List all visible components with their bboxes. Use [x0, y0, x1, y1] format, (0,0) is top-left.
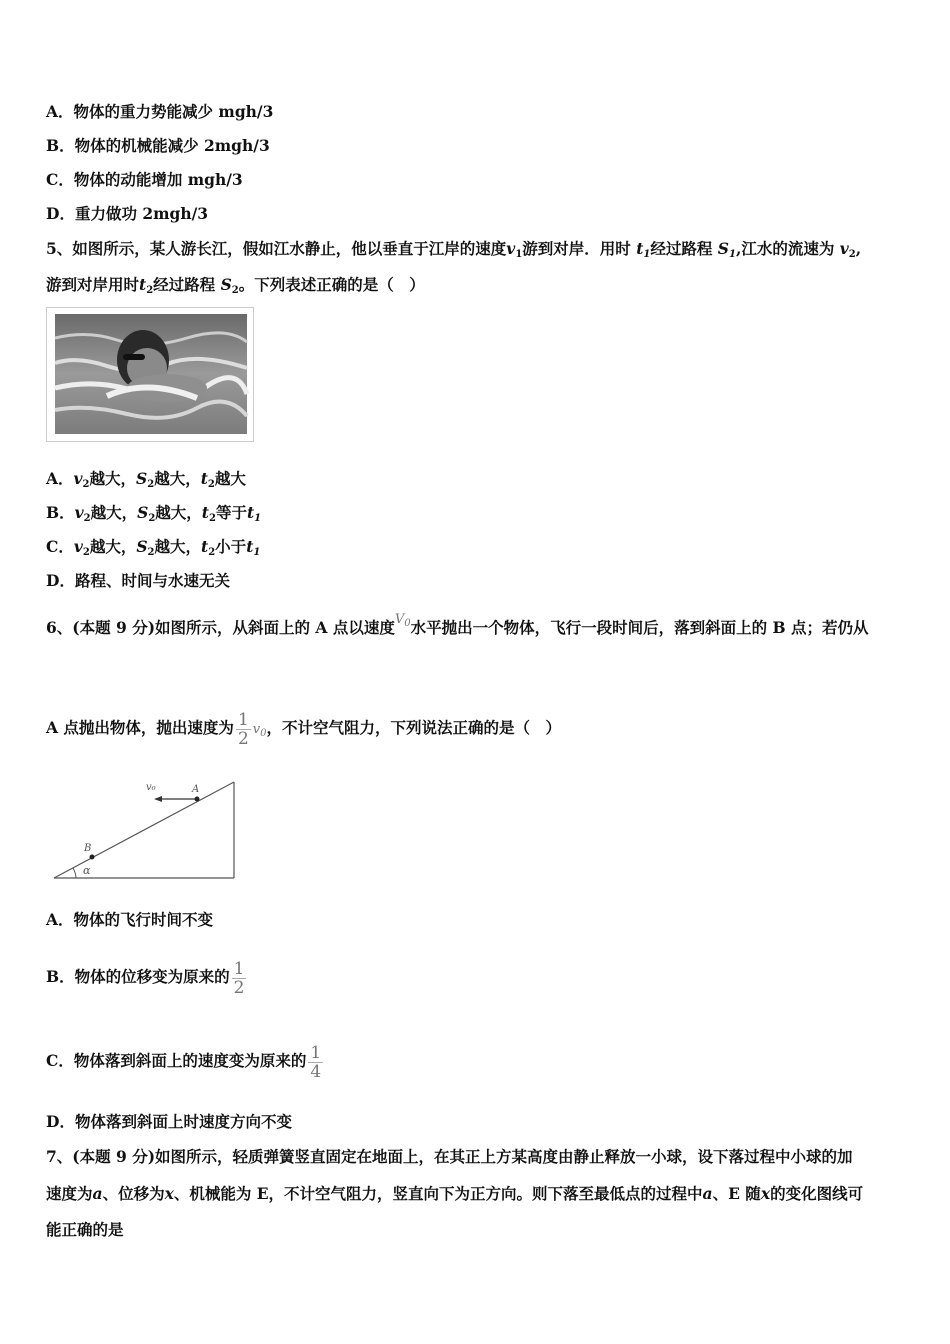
q6-stem-line1: 6、(本题 9 分)如图所示，从斜面上的 A 点以速度$^{V_0}$水平抛出一个物体，飞行一段时间后，落到斜面上的 B 点；若仍从 [46, 612, 869, 637]
q7-stem-line2: 速度为a、位移为x、机械能为 E，不计空气阻力，竖直向下为正方向。则下落至最低点的过程中a、E 随x的变化图线可 [46, 1184, 864, 1203]
q5-option-a: A．$v_2$越大，$S_2$越大，$t_2$越大 [46, 469, 246, 490]
q5-option-d: D．路程、时间与水速无关 [46, 571, 230, 590]
q5-stem-line2: 游到对岸用时$t_2$经过路程 $S_2$。下列表述正确的是（ ） [46, 275, 425, 296]
q5-stem-line1: 5、如图所示，某人游长江，假如江水静止，他以垂直于江岸的速度$v_1$游到对岸．用时 $t_1$经过路程 $S_1$,江水的流速为 $v_2$, [46, 239, 862, 260]
v0-symbol: V0 [394, 612, 411, 629]
q7-stem-line3: 能正确的是 [46, 1220, 124, 1239]
q5-option-c: C．$v_2$越大，$S_2$越大，$t_2$小于$t_1$ [46, 537, 261, 558]
swimmer-photo [46, 307, 254, 442]
q5-option-b: B．$v_2$越大，$S_2$越大，$t_2$等于$t_1$ [46, 503, 262, 524]
q4-option-c: C．物体的动能增加 mgh/3 [46, 170, 243, 189]
q7-stem-line1: 7、(本题 9 分)如图所示，轻质弹簧竖直固定在地面上，在其正上方某高度由静止释放一小球，设下落过程中小球的加 [46, 1147, 853, 1166]
q6-option-b: B．物体的位移变为原来的 $\frac{1}{2}$ [46, 958, 245, 998]
label-b: B [84, 843, 92, 854]
label-a: A [192, 784, 200, 795]
q6-stem-line2: A 点抛出物体，抛出速度为 $\frac{1}{2}$ $v_0$，不计空气阻力，下列说法正确的是（ ） [46, 709, 562, 749]
q6-option-d: D．物体落到斜面上时速度方向不变 [46, 1112, 292, 1131]
label-v0: v₀ [146, 782, 156, 793]
q4-option-d: D．重力做功 2mgh/3 [46, 204, 209, 223]
q6-option-c: C．物体落到斜面上的速度变为原来的 $\frac{1}{4}$ [46, 1042, 322, 1082]
incline-diagram [46, 770, 246, 885]
q6-option-a: A．物体的飞行时间不变 [46, 910, 214, 929]
q4-option-b: B．物体的机械能减少 2mgh/3 [46, 136, 270, 155]
q4-option-a: A．物体的重力势能减少 mgh/3 [46, 102, 274, 121]
quarter-fraction: $\frac{1}{4}$ [310, 1042, 322, 1082]
half-fraction: $\frac{1}{2}$ [233, 958, 245, 998]
half-fraction: $\frac{1}{2}$ [237, 709, 249, 749]
label-alpha: α [83, 864, 91, 877]
